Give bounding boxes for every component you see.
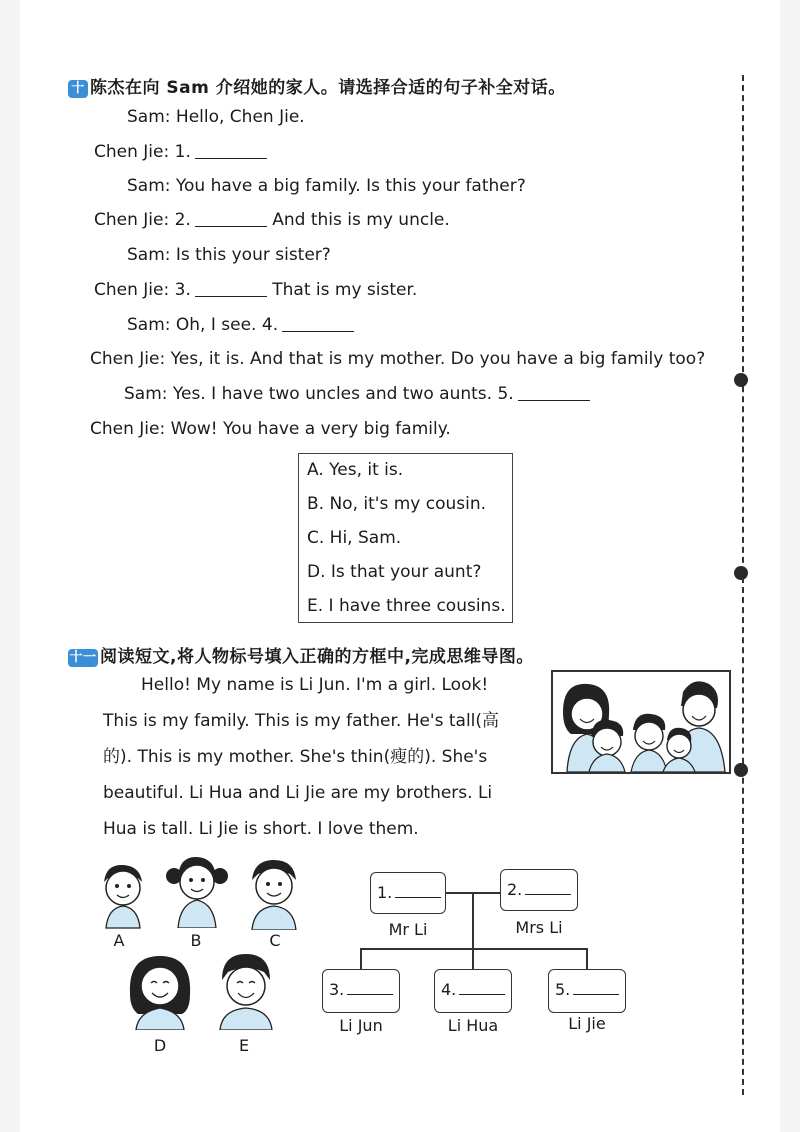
mindmap-name-label: Li Jie [568,1014,606,1033]
answer-blank[interactable] [195,280,267,297]
option-a: A. Yes, it is. [307,460,404,480]
speaker: Chen Jie: [90,419,166,439]
speaker: Sam: [127,176,171,196]
utterance: Yes. I have two uncles and two aunts. [172,384,493,404]
box-number: 2. [507,880,523,899]
speaker: Sam: [127,107,171,127]
connector-line [446,892,502,894]
character-d-woman-icon [124,950,196,1030]
figure-label: E [238,1036,250,1055]
option-d: D. Is that your aunt? [307,562,482,582]
section-11-instruction: 阅读短文,将人物标号填入正确的方框中,完成思维导图。 [100,647,534,667]
answer-blank[interactable] [195,210,267,227]
utterance: Hello, Chen Jie. [175,107,305,127]
character-c-boy-icon [242,856,306,930]
blank-number: 2. [174,210,191,230]
utterance: Is this your sister? [175,245,331,265]
mindmap-name-label: Mrs Li [515,918,563,937]
option-b: B. No, it's my cousin. [307,494,487,514]
box-number: 4. [441,980,457,999]
punch-hole [734,763,748,777]
section-11-title [68,642,534,667]
dialogue-line [94,280,417,300]
speaker: Chen Jie: [94,142,170,162]
answer-blank[interactable] [573,980,619,995]
character-b-girl-icon [164,852,230,928]
character-e-man-icon [212,950,280,1030]
mindmap-box-5[interactable] [548,969,626,1013]
options-box [298,453,513,623]
dialogue-line [90,419,451,439]
answer-blank[interactable] [459,980,505,995]
passage-line: beautiful. Li Hua and Li Jie are my brothers. Li [103,783,493,803]
box-number: 5. [555,980,571,999]
figure-label: C [269,931,281,950]
utterance: Wow! You have a very big family. [170,419,451,439]
answer-blank[interactable] [395,883,441,898]
utterance: Oh, I see. [175,315,257,335]
mindmap-box-1[interactable] [370,872,446,914]
punch-hole [734,373,748,387]
utterance: Yes, it is. And that is my mother. Do you have a big family too? [170,349,706,369]
passage-line: Hua is tall. Li Jie is short. I love them. [103,819,419,839]
answer-blank[interactable] [347,980,393,995]
figure-label: B [190,931,202,950]
section-10-instruction: 陈杰在向 Sam 介绍她的家人。请选择合适的句子补全对话。 [90,78,566,98]
blank-number: 4. [261,315,279,335]
box-number: 1. [377,883,393,902]
section-11-badge: 十一 [69,650,97,665]
answer-blank[interactable] [282,315,354,332]
option-c: C. Hi, Sam. [307,528,402,548]
box-number: 3. [329,980,345,999]
dialogue-line [127,176,526,196]
answer-blank[interactable] [518,384,590,401]
connector-line [586,948,588,969]
punch-hole [734,566,748,580]
answer-blank[interactable] [525,880,571,895]
mindmap-box-3[interactable] [322,969,400,1013]
connector-line [360,948,588,950]
speaker: Chen Jie: [94,280,170,300]
mindmap-name-label: Li Jun [339,1016,383,1035]
character-a-boy-icon [98,862,148,930]
section-10-title [68,73,566,98]
dialogue-line [94,210,450,230]
connector-line [360,948,362,969]
passage-line: This is my family. This is my father. He's tall(高 [103,711,500,731]
answer-blank[interactable] [195,142,267,159]
blank-number: 3. [174,280,191,300]
dialogue-line [124,384,590,404]
passage-line: Hello! My name is Li Jun. I'm a girl. Look! [141,675,489,695]
dialogue-line [127,107,305,127]
passage-line: 的). This is my mother. She's thin(瘦的). She's [103,747,488,767]
dialogue-line [127,245,331,265]
connector-line [472,892,474,949]
speaker: Sam: [124,384,168,404]
section-10-badge: 十 [68,80,88,98]
utterance: That is my sister. [272,280,418,300]
dialogue-line [94,142,267,162]
figure-label: A [113,931,125,950]
speaker: Chen Jie: [90,349,166,369]
mindmap-name-label: Mr Li [388,920,428,939]
reading-passage [103,667,541,847]
mindmap-box-2[interactable] [500,869,578,911]
family-photo-illustration [551,670,731,774]
dialogue-line [90,349,705,369]
binding-dashed-line [742,75,744,1095]
utterance: You have a big family. Is this your father? [175,176,526,196]
connector-line [472,948,474,969]
figure-label: D [153,1036,167,1055]
mindmap-name-label: Li Hua [447,1016,499,1035]
speaker: Sam: [127,245,171,265]
blank-number: 1. [174,142,191,162]
blank-number: 5. [497,384,514,404]
dialogue-line [127,315,354,335]
mindmap-box-4[interactable] [434,969,512,1013]
speaker: Chen Jie: [94,210,170,230]
speaker: Sam: [127,315,171,335]
option-e: E. I have three cousins. [307,596,506,616]
utterance: And this is my uncle. [272,210,450,230]
